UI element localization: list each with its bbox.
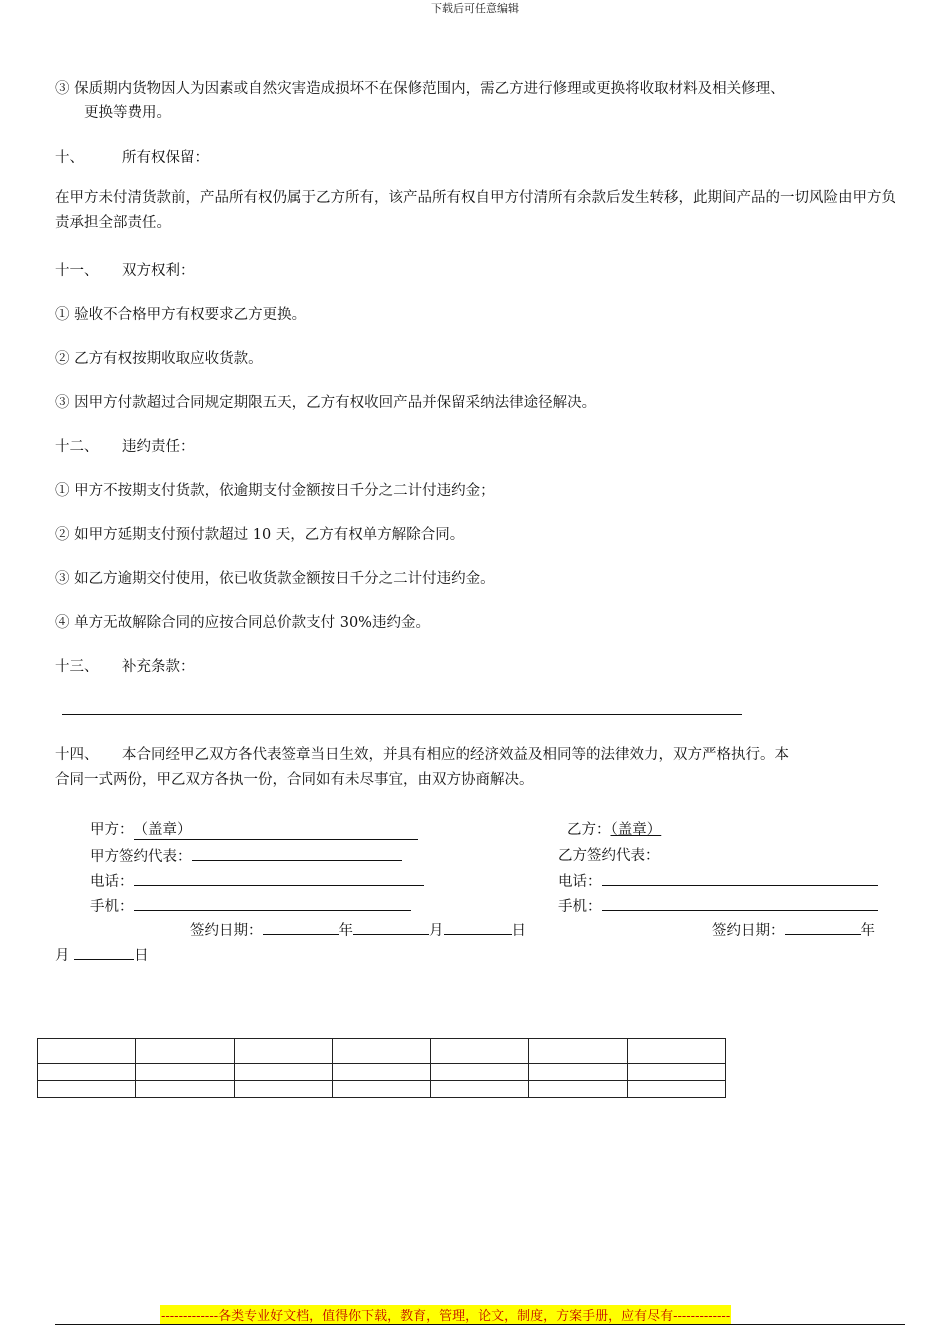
party-b-day-label: 日 [134,948,149,964]
clause-12-heading: 十二、 [55,439,99,455]
party-b-year-field[interactable] [785,918,861,935]
clause-12-item-1: ① 甲方不按期支付货款，依逾期支付金额按日千分之二计付违约金； [55,483,495,499]
page-header: 下载后可任意编辑 [431,2,519,15]
clause-12-item-3: ③ 如乙方逾期交付使用，依已收货款金额按日千分之二计付违约金。 [55,571,495,587]
party-b-label: 乙方： [567,822,611,838]
table-cell[interactable] [234,1081,332,1098]
party-a-mobile-label: 手机： [90,899,134,915]
party-a-mobile-field[interactable] [134,894,411,911]
party-a-day-field[interactable] [444,918,512,935]
empty-table [37,1038,726,1098]
table-cell[interactable] [234,1064,332,1081]
table-cell[interactable] [332,1081,430,1098]
party-b-seal[interactable]: （盖章） [610,822,662,838]
supplementary-terms-line[interactable] [62,714,742,715]
footer-rule [55,1324,905,1325]
table-cell[interactable] [529,1064,627,1081]
table-row [38,1064,726,1081]
party-a-year-field[interactable] [263,918,339,935]
party-a-month-label: 月 [429,923,444,939]
party-a-day-label: 日 [511,923,526,939]
clause-11-item-2: ② 乙方有权按期收取应收货款。 [55,351,263,367]
party-b-phone-field[interactable] [602,869,878,886]
table-cell[interactable] [627,1064,725,1081]
clause-12-title: 违约责任： [122,439,195,455]
footer-banner: -------------各类专业好文档，值得你下载，教育，管理，论文，制度，方案手册，应有尽有------------- [160,1305,731,1324]
table-cell[interactable] [431,1081,529,1098]
clause-10-title: 所有权保留： [122,150,209,166]
table-cell[interactable] [38,1064,136,1081]
clause-14-body-line1: 本合同经甲乙双方各代表签章当日生效，并具有相应的经济效益及相同等的法律效力，双方严格执行。本 [122,747,789,763]
table-cell[interactable] [38,1081,136,1098]
party-a-month-field[interactable] [353,918,429,935]
party-a-mobile-row [90,894,411,916]
party-b-mobile-row [558,894,878,916]
party-a-rep-row [90,844,402,866]
clause-11-title: 双方权利： [122,263,195,279]
party-a-year-label: 年 [338,923,353,939]
clause-11-item-1: ① 验收不合格甲方有权要求乙方更换。 [55,307,307,323]
table-cell[interactable] [627,1081,725,1098]
table-cell[interactable] [136,1081,234,1098]
table-cell[interactable] [136,1039,234,1064]
clause-11-item-3: ③ 因甲方付款超过合同规定期限五天，乙方有权收回产品并保留采纳法律途径解决。 [55,395,597,411]
clause-10-body: 在甲方未付清货款前，产品所有权仍属于乙方所有，该产品所有权自甲方付清所有余款后发生转移，此期间产品的一切风险由甲方负责承担全部责任。 [55,190,896,231]
clause-14-heading: 十四、 [55,747,99,763]
clause-11-heading: 十一、 [55,263,99,279]
table-cell[interactable] [38,1039,136,1064]
table-cell[interactable] [332,1039,430,1064]
clause-9-item-3-line1: ③ 保质期内货物因人为因素或自然灾害造成损坏不在保修范围内，需乙方进行修理或更换将收取材料及相关修理、 [55,81,785,97]
party-a-phone-field[interactable] [134,869,424,886]
party-b-row [567,818,661,839]
table-cell[interactable] [529,1081,627,1098]
table-cell[interactable] [234,1039,332,1064]
party-b-date-row [712,918,875,940]
party-a-date-label: 签约日期： [190,923,263,939]
party-a-seal: （盖章） [133,822,192,838]
party-b-month-label: 月 [55,948,70,964]
party-a-phone-label: 电话： [90,874,134,890]
table-row [38,1081,726,1098]
party-b-day-field[interactable] [74,943,134,960]
clause-12-item-4: ④ 单方无故解除合同的应按合同总价款支付 30%违约金。 [55,615,430,631]
table-row [38,1039,726,1064]
clause-10-heading: 十、 [55,150,84,166]
party-a-date-row [190,918,526,940]
table-cell[interactable] [431,1064,529,1081]
party-a-label: 甲方： [90,822,134,838]
clause-13-heading: 十三、 [55,659,99,675]
table-cell[interactable] [529,1039,627,1064]
party-a-rep-field[interactable] [192,844,402,861]
party-a-row [90,818,418,840]
party-b-rep-label: 乙方签约代表： [558,848,660,864]
party-b-phone-label: 电话： [558,874,602,890]
table-cell[interactable] [136,1064,234,1081]
clause-13-title: 补充条款： [122,659,195,675]
party-b-date-row-cont [55,943,149,965]
table-cell[interactable] [627,1039,725,1064]
clause-14-body-line2: 合同一式两份，甲乙双方各执一份，合同如有未尽事宜，由双方协商解决。 [55,772,534,788]
party-a-seal-field[interactable] [134,818,418,840]
party-b-mobile-field[interactable] [602,894,878,911]
party-a-rep-label: 甲方签约代表： [90,849,192,865]
table-cell[interactable] [431,1039,529,1064]
party-b-phone-row [558,869,878,891]
party-b-mobile-label: 手机： [558,899,602,915]
table-cell[interactable] [332,1064,430,1081]
party-a-phone-row [90,869,424,891]
party-b-date-label: 签约日期： [712,923,785,939]
clause-12-item-2: ② 如甲方延期支付预付款超过 10 天，乙方有权单方解除合同。 [55,527,465,543]
party-b-year-label: 年 [860,923,875,939]
clause-9-item-3-line2: 更换等费用。 [84,105,171,121]
